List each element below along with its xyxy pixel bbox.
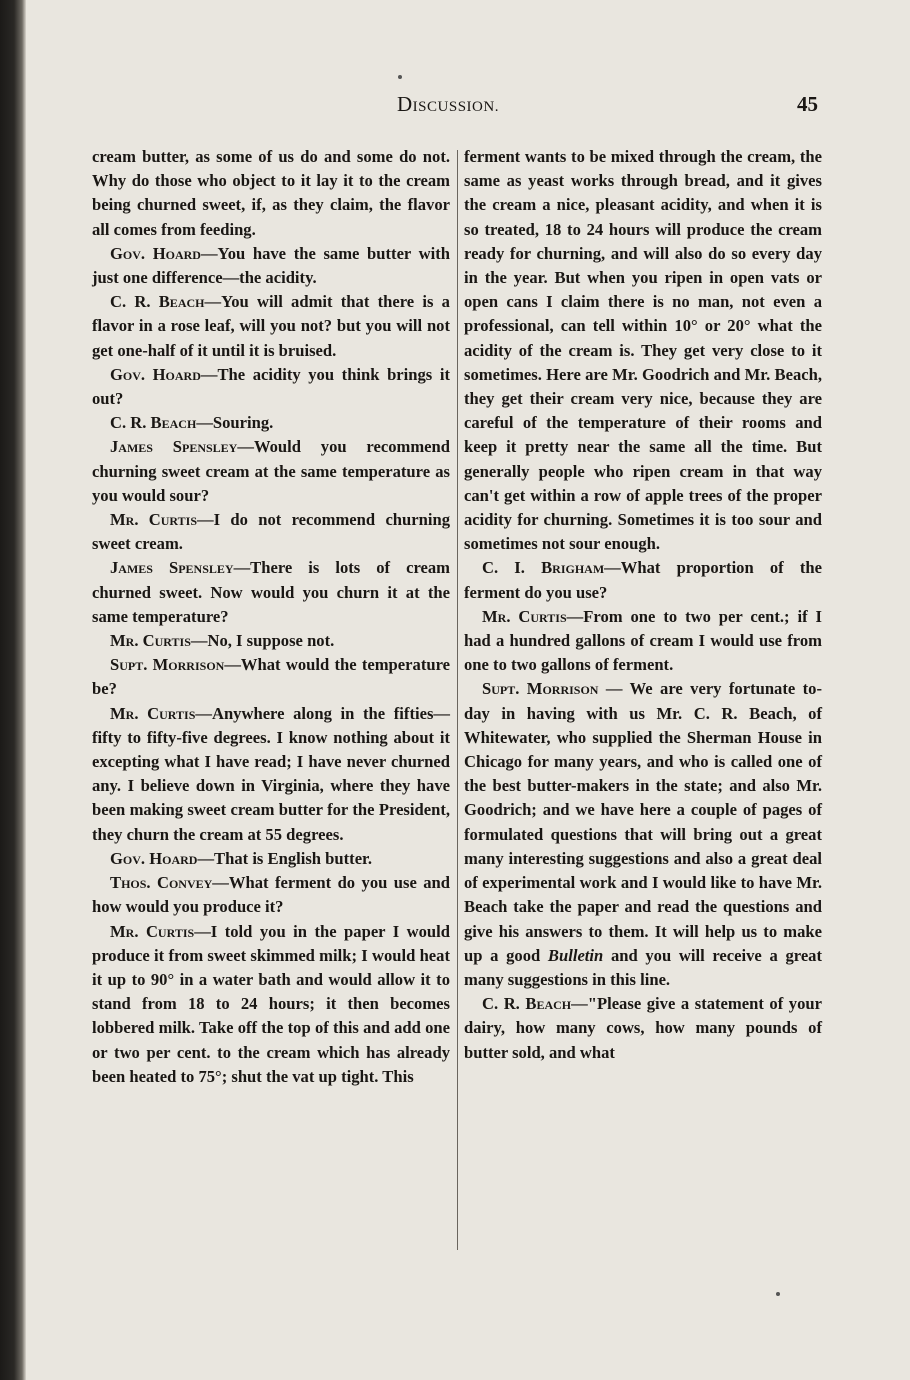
page-speck xyxy=(776,1292,780,1296)
left-column xyxy=(92,145,450,1089)
speaker-name: Thos. Convey xyxy=(110,873,213,893)
paragraph: Thos. Convey—What ferment do you use and how would you produce it? xyxy=(92,873,450,917)
page-speck xyxy=(398,75,402,79)
italic-title: Bulletin xyxy=(547,945,604,965)
speaker-name: Mr. Curtis xyxy=(110,921,195,941)
speaker-name: Supt. Morrison xyxy=(110,655,225,675)
speaker-name: C. I. Brigham xyxy=(482,558,605,578)
paragraph: Gov. Hoard—The acidity you think brings it out? xyxy=(92,364,450,409)
paragraph: ferment wants to be mixed through the cream, the same as yeast works through bread, and it gives the cream a nice, pleasant acidity, and when it is so treated, 18 to 24 hours will produce the cream ready for churning, and will also do so every day in the year. But when you ripen in open vats or open cans I claim there is no man, not even a professional, can tell within 10° or 20° what the acidity of the cream is. They get very close to it sometimes. Here are Mr. Goodrich and Mr. Beach, they get their cream very nice, because they are careful of the temperature of their rooms and keep it pretty near the same all the time. But generally people who ripen cream in that way can't get within a row of apple trees of the proper acidity for churning. Sometimes it is too sour and sometimes not sour enough. xyxy=(464,147,822,554)
paragraph: C. R. Beach—Souring. xyxy=(110,413,274,433)
speaker-name: James Spensley xyxy=(110,558,234,578)
paragraph: C. R. Beach—"Please give a statement of your dairy, how many cows, how many pounds of butter sold, and what xyxy=(464,994,822,1062)
running-title: DISCUSSION. xyxy=(397,92,499,116)
speaker-name: Mr. Curtis xyxy=(110,631,191,651)
speaker-name: Gov. Hoard xyxy=(110,848,198,868)
speaker-name: Mr. Curtis xyxy=(482,606,567,626)
paragraph: C. I. Brigham—What proportion of the ferment do you use? xyxy=(464,558,822,602)
speaker-name: Mr. Curtis xyxy=(110,510,198,530)
page-number: 45 xyxy=(797,92,818,116)
right-column xyxy=(464,145,822,1065)
paragraph: Gov. Hoard—That is English butter. xyxy=(110,848,373,868)
book-binding-edge xyxy=(0,0,26,1380)
speaker-name: James Spensley xyxy=(110,437,238,457)
paragraph: C. R. Beach—You will admit that there is a flavor in a rose leaf, will you not? but you will not get one-half of it until it is bruised. xyxy=(92,292,450,360)
running-header xyxy=(0,92,910,122)
paragraph: Mr. Curtis—No, I suppose not. xyxy=(110,631,335,651)
column-divider xyxy=(457,150,458,1250)
paragraph: Mr. Curtis—I do not recommend churning sweet cream. xyxy=(92,510,450,554)
speaker-name: C. R. Beach xyxy=(482,994,572,1014)
speaker-name: C. R. Beach xyxy=(110,413,197,433)
speaker-name: Gov. Hoard xyxy=(110,364,201,384)
paragraph: cream butter, as some of us do and some do not. Why do those who object to it lay it to the cream being churned sweet, if, as they claim, the flavor all comes from feeding. xyxy=(92,147,450,239)
paragraph: James Spensley—Would you recommend churning sweet cream at the same temperature as you would sour? xyxy=(92,437,450,505)
paragraph: Mr. Curtis—Anywhere along in the fifties—fifty to fifty-five degrees. I know nothing about it excepting what I have read; I have never churned any. I believe down in Virginia, where they have been making sweet cream butter for the President, they churn the cream at 55 degrees. xyxy=(92,703,450,844)
paragraph: James Spensley—There is lots of cream churned sweet. Now would you churn it at the same temperature? xyxy=(92,558,450,626)
paragraph: Supt. Morrison — We are very fortunate to-day in having with us Mr. C. R. Beach, of Whitewater, who supplied the Sherman House in Chicago for many years, and who is called one of the best butter-makers in the state; and also Mr. Goodrich; and we have here a couple of pages of formulated questions that will bring out a great many interesting suggestions and also a great deal of experimental work and I would like to have Mr. Beach take the paper and read the questions and give his answers to them. It will help us to make up a good Bulletin and you will receive a great many suggestions in this line. xyxy=(464,679,823,989)
paragraph: Mr. Curtis—I told you in the paper I would produce it from sweet skimmed milk; I would heat it up to 90° in a water bath and would allow it to stand from 18 to 24 hours; it then becomes lobbered milk. Take off the top of this and add one or two per cent. to the cream which has already been heated to 75°; shut the vat up tight. This xyxy=(92,921,450,1086)
paragraph: Supt. Morrison—What would the temperature be? xyxy=(92,655,450,699)
paragraph: Gov. Hoard—You have the same butter with just one difference—the acidity. xyxy=(92,243,450,288)
speaker-name: C. R. Beach xyxy=(110,292,205,312)
speaker-name: Gov. Hoard xyxy=(110,243,201,263)
speaker-name: Mr. Curtis xyxy=(110,703,196,723)
paragraph: Mr. Curtis—From one to two per cent.; if I had a hundred gallons of cream I would use from one to two gallons of ferment. xyxy=(464,606,822,675)
speaker-name: Supt. Morrison xyxy=(482,679,599,699)
